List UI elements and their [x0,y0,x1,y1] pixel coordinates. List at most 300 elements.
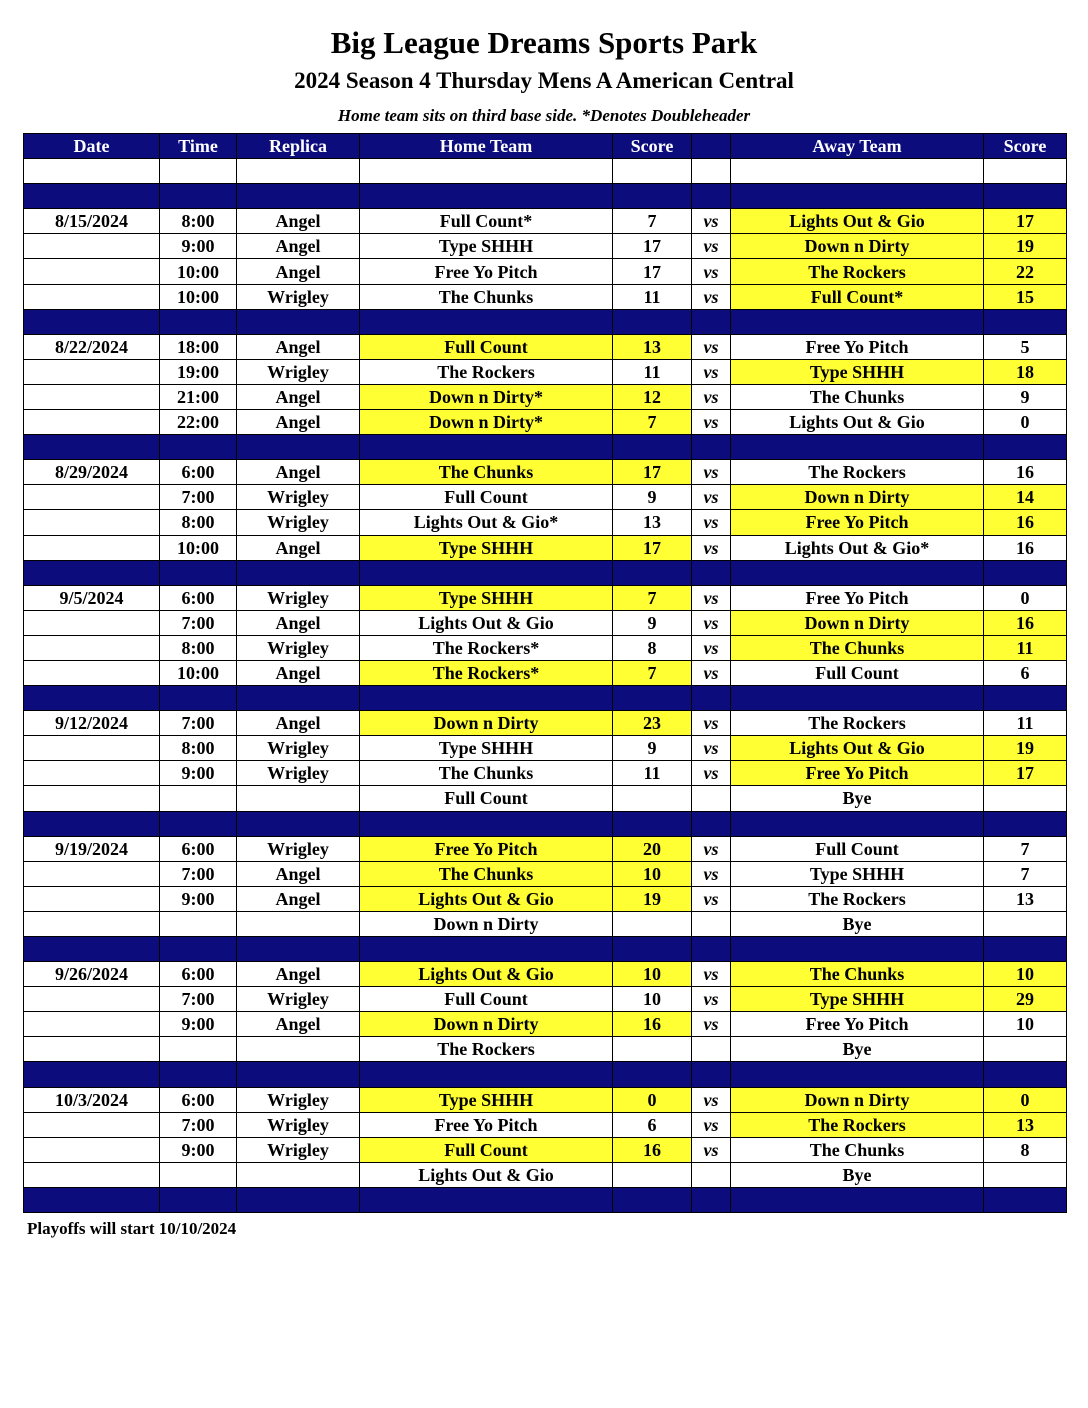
away-score-cell: 9 [984,384,1067,409]
away-score-cell: 0 [984,410,1067,435]
replica-cell: Wrigley [237,1112,360,1137]
home-score-cell: 11 [613,359,692,384]
header-home-score: Score [613,134,692,159]
separator-cell [160,560,237,585]
away-score-cell: 16 [984,510,1067,535]
separator-cell [692,686,731,711]
away-team-cell: Lights Out & Gio [731,410,984,435]
separator-cell [692,1187,731,1212]
separator-cell [160,811,237,836]
time-cell: 7:00 [160,485,237,510]
date-cell [24,1012,160,1037]
time-cell: 7:00 [160,610,237,635]
date-cell [24,861,160,886]
date-cell [24,259,160,284]
home-team-cell: Full Count [360,485,613,510]
game-row [24,761,1067,786]
header-away-score: Score [984,134,1067,159]
header-time: Time [160,134,237,159]
away-score-cell [984,911,1067,936]
away-score-cell: 11 [984,711,1067,736]
vs-cell: vs [692,510,731,535]
home-score-cell: 10 [613,861,692,886]
away-team-cell: The Chunks [731,1137,984,1162]
separator-cell [984,1187,1067,1212]
separator-cell [613,184,692,209]
time-cell [160,1037,237,1062]
date-cell [24,886,160,911]
replica-cell: Angel [237,962,360,987]
vs-cell: vs [692,861,731,886]
home-score-cell: 7 [613,410,692,435]
game-row [24,711,1067,736]
away-team-cell: The Rockers [731,1112,984,1137]
game-row [24,209,1067,234]
home-team-cell: The Rockers* [360,660,613,685]
vs-cell: vs [692,987,731,1012]
separator-cell [237,309,360,334]
game-row [24,1112,1067,1137]
separator-cell [692,435,731,460]
away-team-cell: Full Count [731,836,984,861]
time-cell: 6:00 [160,585,237,610]
away-score-cell: 15 [984,284,1067,309]
away-team-cell: The Rockers [731,711,984,736]
away-team-cell: Down n Dirty [731,1087,984,1112]
blank-cell [984,159,1067,184]
date-cell: 9/5/2024 [24,585,160,610]
replica-cell: Angel [237,209,360,234]
game-row [24,585,1067,610]
away-score-cell: 6 [984,660,1067,685]
separator-cell [237,1062,360,1087]
vs-cell: vs [692,234,731,259]
bye-team-cell: Down n Dirty [360,911,613,936]
week-separator-row [24,1062,1067,1087]
home-score-cell: 17 [613,460,692,485]
bye-label-cell: Bye [731,1037,984,1062]
time-cell: 10:00 [160,660,237,685]
vs-cell: vs [692,585,731,610]
separator-cell [360,686,613,711]
vs-cell: vs [692,635,731,660]
game-row [24,460,1067,485]
away-score-cell: 13 [984,1112,1067,1137]
away-score-cell: 10 [984,962,1067,987]
home-score-cell [613,911,692,936]
separator-cell [731,1062,984,1087]
date-cell: 8/15/2024 [24,209,160,234]
game-row [24,535,1067,560]
week-separator-row [24,811,1067,836]
vs-cell: vs [692,1112,731,1137]
date-cell [24,410,160,435]
time-cell: 10:00 [160,259,237,284]
blank-cell [160,159,237,184]
away-team-cell: Free Yo Pitch [731,761,984,786]
game-row [24,610,1067,635]
date-cell: 8/22/2024 [24,334,160,359]
separator-cell [24,435,160,460]
week-separator-row [24,184,1067,209]
away-team-cell: Free Yo Pitch [731,585,984,610]
time-cell [160,911,237,936]
home-team-cell: Full Count [360,987,613,1012]
date-cell [24,987,160,1012]
separator-cell [613,937,692,962]
separator-cell [731,937,984,962]
away-score-cell: 16 [984,535,1067,560]
week-separator-row [24,1187,1067,1212]
home-score-cell [613,1037,692,1062]
game-row [24,384,1067,409]
replica-cell: Wrigley [237,585,360,610]
away-team-cell: The Chunks [731,635,984,660]
time-cell: 22:00 [160,410,237,435]
replica-cell: Wrigley [237,836,360,861]
game-row [24,510,1067,535]
away-score-cell: 22 [984,259,1067,284]
time-cell: 8:00 [160,209,237,234]
replica-cell: Wrigley [237,761,360,786]
separator-cell [692,811,731,836]
home-team-cell: Free Yo Pitch [360,1112,613,1137]
game-row [24,334,1067,359]
vs-cell [692,786,731,811]
vs-cell: vs [692,1012,731,1037]
separator-cell [24,309,160,334]
separator-cell [160,309,237,334]
separator-cell [692,1062,731,1087]
away-team-cell: The Rockers [731,460,984,485]
separator-cell [984,937,1067,962]
home-team-cell: Down n Dirty* [360,384,613,409]
week-separator-row [24,435,1067,460]
table-header-row [24,134,1067,159]
replica-cell: Angel [237,1012,360,1037]
home-team-cell: Lights Out & Gio [360,610,613,635]
bye-team-cell: Lights Out & Gio [360,1162,613,1187]
game-row [24,1137,1067,1162]
vs-cell [692,1162,731,1187]
separator-cell [984,686,1067,711]
home-team-cell: Type SHHH [360,1087,613,1112]
blank-cell [692,159,731,184]
game-row [24,635,1067,660]
schedule-note: Home team sits on third base side. *Denotes Doubleheader [337,106,751,125]
vs-cell: vs [692,836,731,861]
away-team-cell: Free Yo Pitch [731,334,984,359]
vs-cell: vs [692,711,731,736]
date-cell: 10/3/2024 [24,1087,160,1112]
replica-cell: Wrigley [237,485,360,510]
date-cell [24,911,160,936]
page-title: Big League Dreams Sports Park [330,25,758,60]
vs-cell: vs [692,334,731,359]
away-score-cell: 11 [984,635,1067,660]
schedule-body [24,159,1067,1213]
replica-cell: Angel [237,886,360,911]
date-cell [24,736,160,761]
away-score-cell: 0 [984,585,1067,610]
away-score-cell: 19 [984,234,1067,259]
date-cell [24,610,160,635]
blank-cell [237,159,360,184]
home-team-cell: Down n Dirty* [360,410,613,435]
date-cell [24,284,160,309]
blank-cell [24,159,160,184]
time-cell: 19:00 [160,359,237,384]
replica-cell: Angel [237,610,360,635]
away-score-cell: 18 [984,359,1067,384]
bye-row [24,911,1067,936]
away-team-cell: The Rockers [731,886,984,911]
game-row [24,1087,1067,1112]
home-score-cell: 11 [613,284,692,309]
vs-cell: vs [692,736,731,761]
home-team-cell: Down n Dirty [360,1012,613,1037]
replica-cell: Wrigley [237,359,360,384]
time-cell: 9:00 [160,886,237,911]
home-team-cell: Lights Out & Gio [360,962,613,987]
vs-cell: vs [692,359,731,384]
replica-cell [237,1037,360,1062]
separator-cell [731,686,984,711]
game-row [24,736,1067,761]
home-team-cell: The Chunks [360,284,613,309]
date-cell [24,635,160,660]
vs-cell: vs [692,410,731,435]
separator-cell [613,1062,692,1087]
time-cell: 21:00 [160,384,237,409]
time-cell: 9:00 [160,234,237,259]
separator-cell [613,435,692,460]
date-cell [24,485,160,510]
separator-cell [24,1062,160,1087]
home-score-cell: 9 [613,736,692,761]
separator-cell [731,435,984,460]
home-team-cell: The Chunks [360,761,613,786]
home-score-cell: 16 [613,1012,692,1037]
replica-cell [237,911,360,936]
home-score-cell: 11 [613,761,692,786]
time-cell: 7:00 [160,1112,237,1137]
date-cell [24,1137,160,1162]
replica-cell: Angel [237,460,360,485]
replica-cell: Angel [237,660,360,685]
game-row [24,234,1067,259]
away-team-cell: The Rockers [731,259,984,284]
separator-cell [731,309,984,334]
away-team-cell: Lights Out & Gio* [731,535,984,560]
replica-cell: Angel [237,234,360,259]
vs-cell: vs [692,384,731,409]
away-score-cell: 17 [984,209,1067,234]
playoffs-note: Playoffs will start 10/10/2024 [27,1219,237,1238]
home-score-cell: 9 [613,610,692,635]
week-separator-row [24,309,1067,334]
separator-cell [360,1187,613,1212]
date-cell [24,1112,160,1137]
time-cell: 10:00 [160,535,237,560]
game-row [24,962,1067,987]
separator-cell [24,686,160,711]
time-cell: 6:00 [160,460,237,485]
away-team-cell: Down n Dirty [731,234,984,259]
home-score-cell: 23 [613,711,692,736]
game-row [24,410,1067,435]
away-score-cell [984,1162,1067,1187]
date-cell [24,510,160,535]
separator-cell [160,435,237,460]
home-score-cell: 7 [613,585,692,610]
date-cell: 9/19/2024 [24,836,160,861]
replica-cell: Angel [237,334,360,359]
home-team-cell: Lights Out & Gio [360,886,613,911]
separator-cell [24,811,160,836]
bye-label-cell: Bye [731,911,984,936]
home-score-cell: 19 [613,886,692,911]
home-team-cell: Free Yo Pitch [360,259,613,284]
separator-cell [160,1187,237,1212]
away-score-cell: 19 [984,736,1067,761]
home-team-cell: Free Yo Pitch [360,836,613,861]
replica-cell: Wrigley [237,1137,360,1162]
away-score-cell [984,1037,1067,1062]
time-cell: 6:00 [160,1087,237,1112]
time-cell: 8:00 [160,510,237,535]
separator-cell [24,184,160,209]
time-cell: 6:00 [160,962,237,987]
vs-cell: vs [692,610,731,635]
header-home-team: Home Team [360,134,613,159]
blank-cell [613,159,692,184]
vs-cell: vs [692,259,731,284]
separator-cell [160,184,237,209]
date-cell [24,786,160,811]
away-score-cell: 7 [984,861,1067,886]
away-score-cell: 5 [984,334,1067,359]
away-score-cell: 16 [984,610,1067,635]
separator-cell [984,1062,1067,1087]
time-cell: 9:00 [160,1012,237,1037]
away-team-cell: Free Yo Pitch [731,1012,984,1037]
separator-cell [731,184,984,209]
home-score-cell [613,786,692,811]
game-row [24,485,1067,510]
replica-cell: Angel [237,535,360,560]
date-cell [24,1037,160,1062]
separator-cell [24,560,160,585]
separator-cell [692,309,731,334]
home-score-cell: 8 [613,635,692,660]
date-cell [24,535,160,560]
separator-cell [237,811,360,836]
game-row [24,1012,1067,1037]
bye-label-cell: Bye [731,1162,984,1187]
home-team-cell: Type SHHH [360,234,613,259]
vs-cell: vs [692,660,731,685]
separator-cell [613,309,692,334]
separator-cell [692,184,731,209]
home-score-cell: 17 [613,535,692,560]
time-cell: 7:00 [160,987,237,1012]
date-cell [24,359,160,384]
separator-cell [360,811,613,836]
home-team-cell: The Rockers [360,359,613,384]
bye-label-cell: Bye [731,786,984,811]
game-row [24,836,1067,861]
time-cell: 10:00 [160,284,237,309]
separator-cell [237,560,360,585]
away-score-cell: 13 [984,886,1067,911]
header-replica: Replica [237,134,360,159]
replica-cell: Angel [237,259,360,284]
home-score-cell: 9 [613,485,692,510]
home-score-cell: 20 [613,836,692,861]
away-score-cell: 17 [984,761,1067,786]
replica-cell: Angel [237,384,360,409]
game-row [24,660,1067,685]
game-row [24,987,1067,1012]
home-score-cell: 13 [613,334,692,359]
vs-cell: vs [692,460,731,485]
bye-row [24,1162,1067,1187]
week-separator-row [24,937,1067,962]
separator-cell [237,184,360,209]
time-cell: 9:00 [160,761,237,786]
replica-cell: Angel [237,410,360,435]
separator-cell [731,560,984,585]
away-team-cell: Type SHHH [731,987,984,1012]
time-cell: 7:00 [160,711,237,736]
separator-cell [360,937,613,962]
date-cell [24,660,160,685]
date-cell [24,761,160,786]
time-cell: 6:00 [160,836,237,861]
home-score-cell: 0 [613,1087,692,1112]
vs-cell: vs [692,209,731,234]
home-score-cell: 13 [613,510,692,535]
time-cell: 8:00 [160,635,237,660]
separator-cell [984,811,1067,836]
home-score-cell [613,1162,692,1187]
vs-cell: vs [692,1137,731,1162]
away-team-cell: Down n Dirty [731,610,984,635]
game-row [24,359,1067,384]
vs-cell: vs [692,886,731,911]
home-team-cell: Lights Out & Gio* [360,510,613,535]
header-vs [692,134,731,159]
separator-cell [160,686,237,711]
date-cell: 9/12/2024 [24,711,160,736]
separator-cell [360,184,613,209]
home-team-cell: The Chunks [360,460,613,485]
date-cell [24,234,160,259]
away-team-cell: The Chunks [731,384,984,409]
time-cell [160,1162,237,1187]
week-separator-row [24,560,1067,585]
away-team-cell: Lights Out & Gio [731,736,984,761]
bye-team-cell: Full Count [360,786,613,811]
header-date: Date [24,134,160,159]
home-team-cell: Full Count* [360,209,613,234]
replica-cell: Wrigley [237,987,360,1012]
replica-cell: Wrigley [237,510,360,535]
replica-cell: Wrigley [237,635,360,660]
home-team-cell: The Chunks [360,861,613,886]
home-team-cell: Type SHHH [360,736,613,761]
